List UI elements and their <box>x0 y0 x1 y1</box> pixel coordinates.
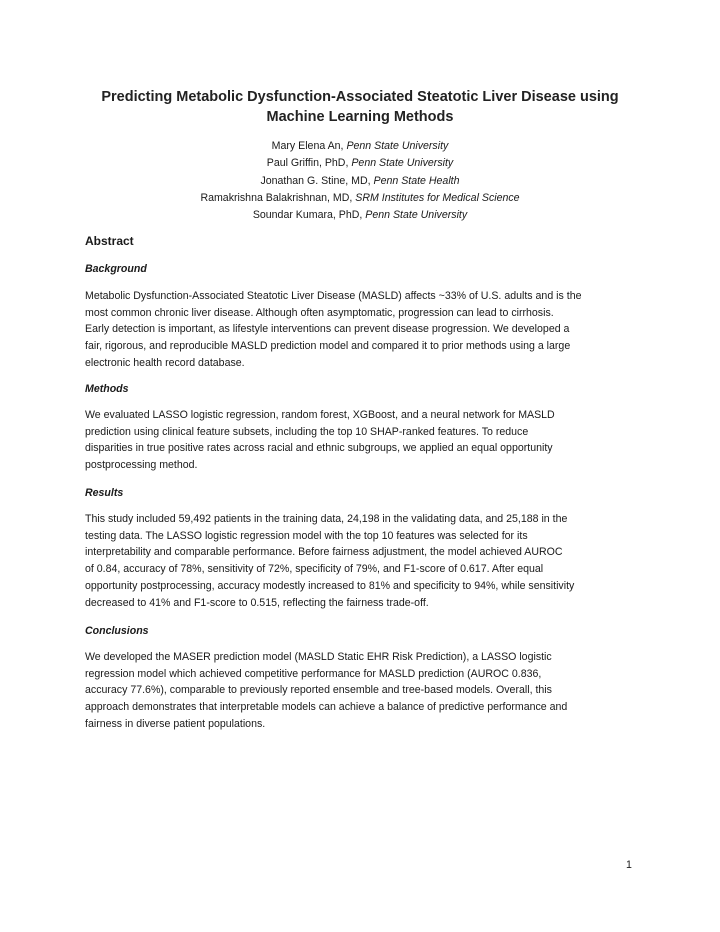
author-affiliation: SRM Institutes for Medical Science <box>355 191 520 204</box>
text-line: Metabolic Dysfunction-Associated Steatotic Liver Disease (MASLD) affects ~33% of U.S. adults and is the <box>85 290 582 302</box>
author-affiliation: Penn State University <box>346 140 449 152</box>
author-name: Ramakrishna Balakrishnan, MD, <box>200 191 353 204</box>
text-line: of 0.84, accuracy of 78%, sensitivity of 72%, specificity of 79%, and F1-score of 0.617. After equal <box>85 563 544 576</box>
text-line: most common chronic liver disease. Although often asymptomatic, progression can lead to cirrhosis. <box>85 306 554 319</box>
title-line: Predicting Metabolic Dysfunction-Associated Steatotic Liver Disease using <box>101 89 619 105</box>
text-line: disparities in true positive rates across racial and ethnic subgroups, we applied an equal opportunity <box>85 442 553 455</box>
author-name: Mary Elena An, <box>271 140 344 152</box>
text-line: opportunity postprocessing, accuracy modestly increased to 81% and specificity to 94%, while sensitivity <box>85 579 575 592</box>
author-name: Jonathan G. Stine, MD, <box>260 174 371 187</box>
author-affiliation: Penn State Health <box>373 174 460 187</box>
text-line: electronic health record database. <box>85 356 245 369</box>
author-entry <box>90 138 630 155</box>
author-entry <box>90 190 630 207</box>
results-paragraph <box>85 511 645 611</box>
author-name: Soundar Kumara, PhD, <box>252 209 363 222</box>
text-line: postprocessing method. <box>85 459 198 472</box>
results-heading: Results <box>85 487 124 499</box>
abstract-heading: Abstract <box>85 234 134 248</box>
text-line: prediction using clinical feature subsets, including the top 10 SHAP-ranked features. To reduce <box>85 425 529 438</box>
text-line: We developed the MASER prediction model (MASLD Static EHR Risk Prediction), a LASSO logistic <box>85 651 552 663</box>
background-paragraph <box>85 288 645 372</box>
conclusions-heading: Conclusions <box>85 625 149 637</box>
author-affiliation: Penn State University <box>351 157 454 170</box>
methods-heading: Methods <box>85 383 129 395</box>
text-line: Early detection is important, as lifestyle interventions can prevent disease progression. We developed a <box>85 323 570 336</box>
text-line: testing data. The LASSO logistic regression model with the top 10 features was selected for its <box>85 529 528 542</box>
page-number: 1 <box>626 859 632 871</box>
text-line: approach demonstrates that interpretable models can achieve a balance of predictive performance and <box>85 701 568 714</box>
paper-title <box>90 87 630 127</box>
text-line: decreased to 41% and F1-score to 0.515, reflecting the fairness trade-off. <box>85 596 429 609</box>
author-affiliation: Penn State University <box>365 209 468 222</box>
text-line: fair, rigorous, and reproducible MASLD prediction model and compared it to prior methods using a large <box>85 340 571 353</box>
author-entry <box>90 173 630 190</box>
methods-paragraph <box>85 407 645 474</box>
title-line: Machine Learning Methods <box>266 109 454 125</box>
background-heading: Background <box>85 263 147 275</box>
author-entry <box>90 207 630 224</box>
conclusions-paragraph <box>85 649 645 733</box>
author-list <box>90 138 630 224</box>
text-line: This study included 59,492 patients in the training data, 24,198 in the validating data, and 25,188 in the <box>85 513 568 525</box>
text-line: regression model which achieved competitive performance for MASLD prediction (AUROC 0.836, <box>85 667 542 680</box>
text-line: fairness in diverse patient populations. <box>85 717 266 730</box>
author-name: Paul Griffin, PhD, <box>266 157 349 170</box>
text-line: interpretability and comparable performance. Before fairness adjustment, the model achieved AUROC <box>85 546 563 559</box>
text-line: accuracy 77.6%), comparable to previously reported ensemble and tree-based models. Overall, this <box>85 684 552 697</box>
author-entry <box>90 155 630 172</box>
text-line: We evaluated LASSO logistic regression, random forest, XGBoost, and a neural network for MASLD <box>85 409 555 421</box>
